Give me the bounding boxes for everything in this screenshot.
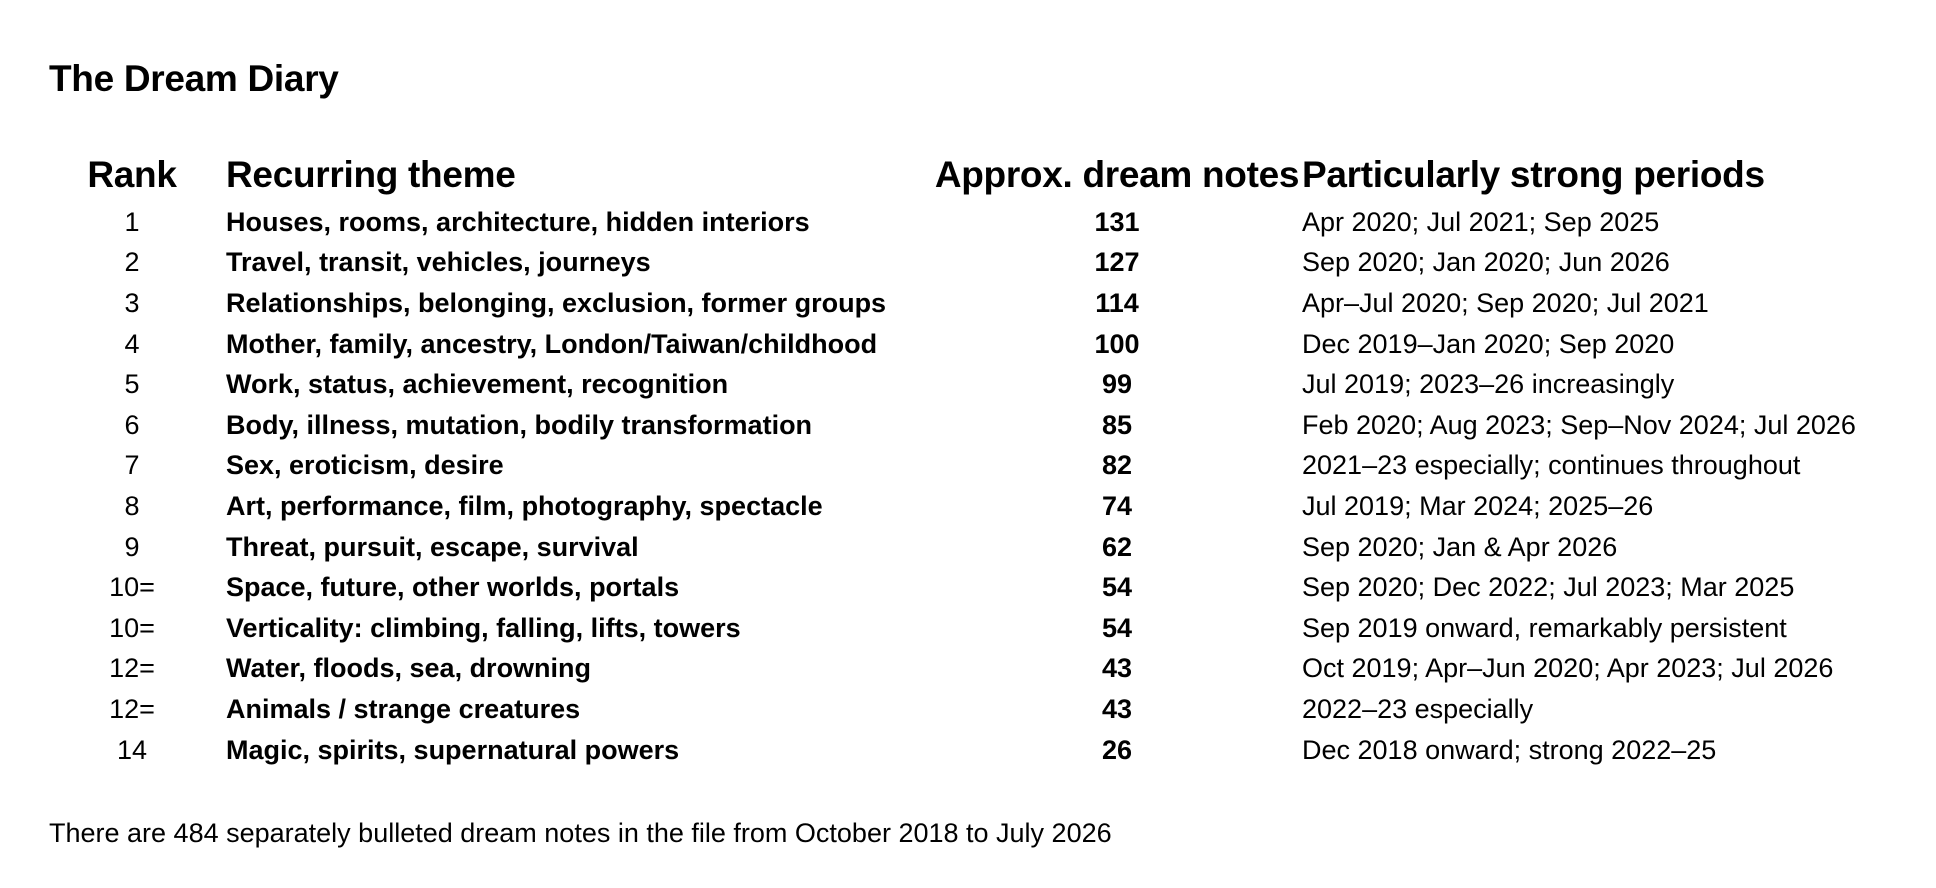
rank-cell: 7 (124, 450, 140, 481)
header-theme: Recurring theme (226, 154, 516, 195)
rank-cell: 14 (116, 734, 148, 765)
notes-cell: 26 (1101, 734, 1133, 765)
theme-cell: Work, status, achievement, recognition (226, 369, 729, 400)
periods-cell: Sep 2020; Jan & Apr 2026 (1302, 531, 1618, 562)
periods-cell: 2021–23 especially; continues throughout (1302, 450, 1801, 481)
periods-cell: 2022–23 especially (1302, 693, 1534, 724)
rank-cell: 3 (124, 287, 140, 318)
themes-table (49, 148, 1856, 770)
notes-cell: 43 (1101, 653, 1133, 684)
table-row (49, 649, 1856, 690)
header-rank: Rank (87, 154, 177, 195)
rank-cell: 5 (124, 369, 140, 400)
theme-cell: Verticality: climbing, falling, lifts, towers (226, 612, 741, 643)
notes-cell: 54 (1101, 572, 1133, 603)
table-header-row (49, 148, 1856, 202)
table-row (49, 283, 1856, 324)
notes-cell: 82 (1101, 450, 1133, 481)
rank-cell: 4 (124, 328, 140, 359)
rank-cell: 9 (124, 531, 140, 562)
table-row (49, 527, 1856, 568)
theme-cell: Relationships, belonging, exclusion, former groups (226, 287, 887, 318)
header-notes: Approx. dream notes (934, 154, 1300, 195)
notes-cell: 43 (1101, 693, 1133, 724)
footnote: There are 484 separately bulleted dream notes in the file from October 2018 to July 2026 (49, 818, 1112, 848)
notes-cell: 54 (1101, 612, 1133, 643)
periods-cell: Jul 2019; 2023–26 increasingly (1302, 369, 1675, 400)
table-row (49, 446, 1856, 487)
periods-cell: Oct 2019; Apr–Jun 2020; Apr 2023; Jul 2026 (1302, 653, 1834, 684)
table-row (49, 567, 1856, 608)
table-row (49, 324, 1856, 365)
notes-cell: 127 (1094, 247, 1140, 278)
rank-cell: 2 (124, 247, 140, 278)
table-body (49, 202, 1856, 770)
table-row (49, 364, 1856, 405)
table-row (49, 730, 1856, 771)
notes-cell: 99 (1101, 369, 1133, 400)
theme-cell: Threat, pursuit, escape, survival (226, 531, 639, 562)
notes-cell: 100 (1094, 328, 1140, 359)
rank-cell: 6 (124, 409, 140, 440)
table-row (49, 202, 1856, 243)
notes-cell: 62 (1101, 531, 1133, 562)
theme-cell: Body, illness, mutation, bodily transformation (226, 409, 813, 440)
theme-cell: Animals / strange creatures (226, 693, 581, 724)
theme-cell: Space, future, other worlds, portals (226, 572, 680, 603)
periods-cell: Dec 2018 onward; strong 2022–25 (1302, 734, 1717, 765)
theme-cell: Water, floods, sea, drowning (226, 653, 592, 684)
theme-cell: Sex, eroticism, desire (226, 450, 504, 481)
rank-cell: 1 (124, 206, 140, 237)
periods-cell: Sep 2019 onward, remarkably persistent (1302, 612, 1787, 643)
theme-cell: Art, performance, film, photography, spectacle (226, 490, 823, 521)
table-row (49, 689, 1856, 730)
theme-cell: Houses, rooms, architecture, hidden interiors (226, 206, 810, 237)
periods-cell: Sep 2020; Jan 2020; Jun 2026 (1302, 247, 1670, 278)
table-row (49, 405, 1856, 446)
notes-cell: 114 (1095, 287, 1139, 318)
rank-cell: 8 (124, 490, 140, 521)
rank-cell: 12= (109, 693, 155, 724)
notes-cell: 85 (1101, 409, 1133, 440)
table-row (49, 486, 1856, 527)
theme-cell: Magic, spirits, supernatural powers (226, 734, 680, 765)
notes-cell: 131 (1094, 206, 1140, 237)
header-periods: Particularly strong periods (1302, 154, 1765, 195)
periods-cell: Jul 2019; Mar 2024; 2025–26 (1302, 490, 1654, 521)
periods-cell: Apr 2020; Jul 2021; Sep 2025 (1302, 206, 1660, 237)
periods-cell: Sep 2020; Dec 2022; Jul 2023; Mar 2025 (1302, 572, 1795, 603)
rank-cell: 10= (109, 572, 155, 603)
rank-cell: 10= (109, 612, 155, 643)
notes-cell: 74 (1101, 490, 1133, 521)
table-row (49, 608, 1856, 649)
rank-cell: 12= (109, 653, 155, 684)
table-row (49, 243, 1856, 284)
periods-cell: Apr–Jul 2020; Sep 2020; Jul 2021 (1302, 287, 1709, 318)
periods-cell: Feb 2020; Aug 2023; Sep–Nov 2024; Jul 2026 (1302, 409, 1856, 440)
periods-cell: Dec 2019–Jan 2020; Sep 2020 (1302, 328, 1675, 359)
page-title: The Dream Diary (49, 58, 339, 99)
theme-cell: Travel, transit, vehicles, journeys (226, 247, 651, 278)
theme-cell: Mother, family, ancestry, London/Taiwan/childhood (226, 328, 878, 359)
